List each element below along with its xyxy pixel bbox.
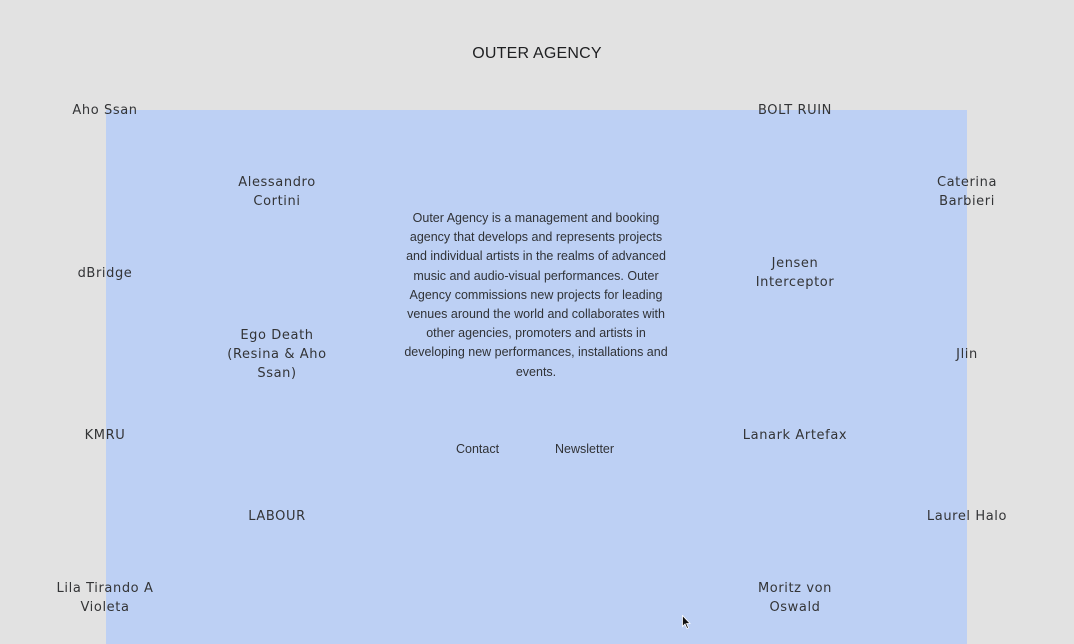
artist-link-moritz-von-oswald[interactable]: Moritz von Oswald bbox=[757, 581, 833, 615]
artist-link-caterina-barbieri[interactable]: Caterina Barbieri bbox=[936, 175, 998, 209]
artist-link-kmru[interactable]: KMRU bbox=[84, 428, 126, 443]
artist-link-jensen-interceptor[interactable]: Jensen Interceptor bbox=[755, 256, 835, 290]
artist-link-bolt-ruin[interactable]: BOLT RUIN bbox=[758, 103, 832, 118]
about-description: Outer Agency is a management and booking agency that develops and represents projects and individual artists in the realms of advanced music and audio-visual performances. Outer Agency commissions new projects for leading venues around the world and collaborates with other agencies, promoters and artists in developing new performances, installations and events. bbox=[404, 211, 668, 379]
artist-link-ego-death[interactable]: Ego Death (Resina & Aho Ssan) bbox=[227, 328, 327, 381]
contact-link[interactable]: Contact bbox=[456, 442, 500, 456]
artist-link-lila-tirando-a-violeta[interactable]: Lila Tirando A Violeta bbox=[56, 581, 154, 615]
artist-link-alessandro-cortini[interactable]: Alessandro Cortini bbox=[238, 175, 316, 209]
newsletter-link[interactable]: Newsletter bbox=[555, 442, 615, 456]
artist-link-dbridge[interactable]: dBridge bbox=[77, 266, 133, 281]
artist-link-labour[interactable]: LABOUR bbox=[248, 509, 306, 524]
artist-link-laurel-halo[interactable]: Laurel Halo bbox=[926, 509, 1008, 524]
mouse-pointer-icon bbox=[682, 615, 692, 630]
artist-link-aho-ssan[interactable]: Aho Ssan bbox=[72, 103, 138, 118]
artist-link-jlin[interactable]: Jlin bbox=[956, 347, 978, 362]
site-title[interactable]: OUTER AGENCY bbox=[472, 45, 602, 62]
artist-link-lanark-artefax[interactable]: Lanark Artefax bbox=[742, 428, 848, 443]
